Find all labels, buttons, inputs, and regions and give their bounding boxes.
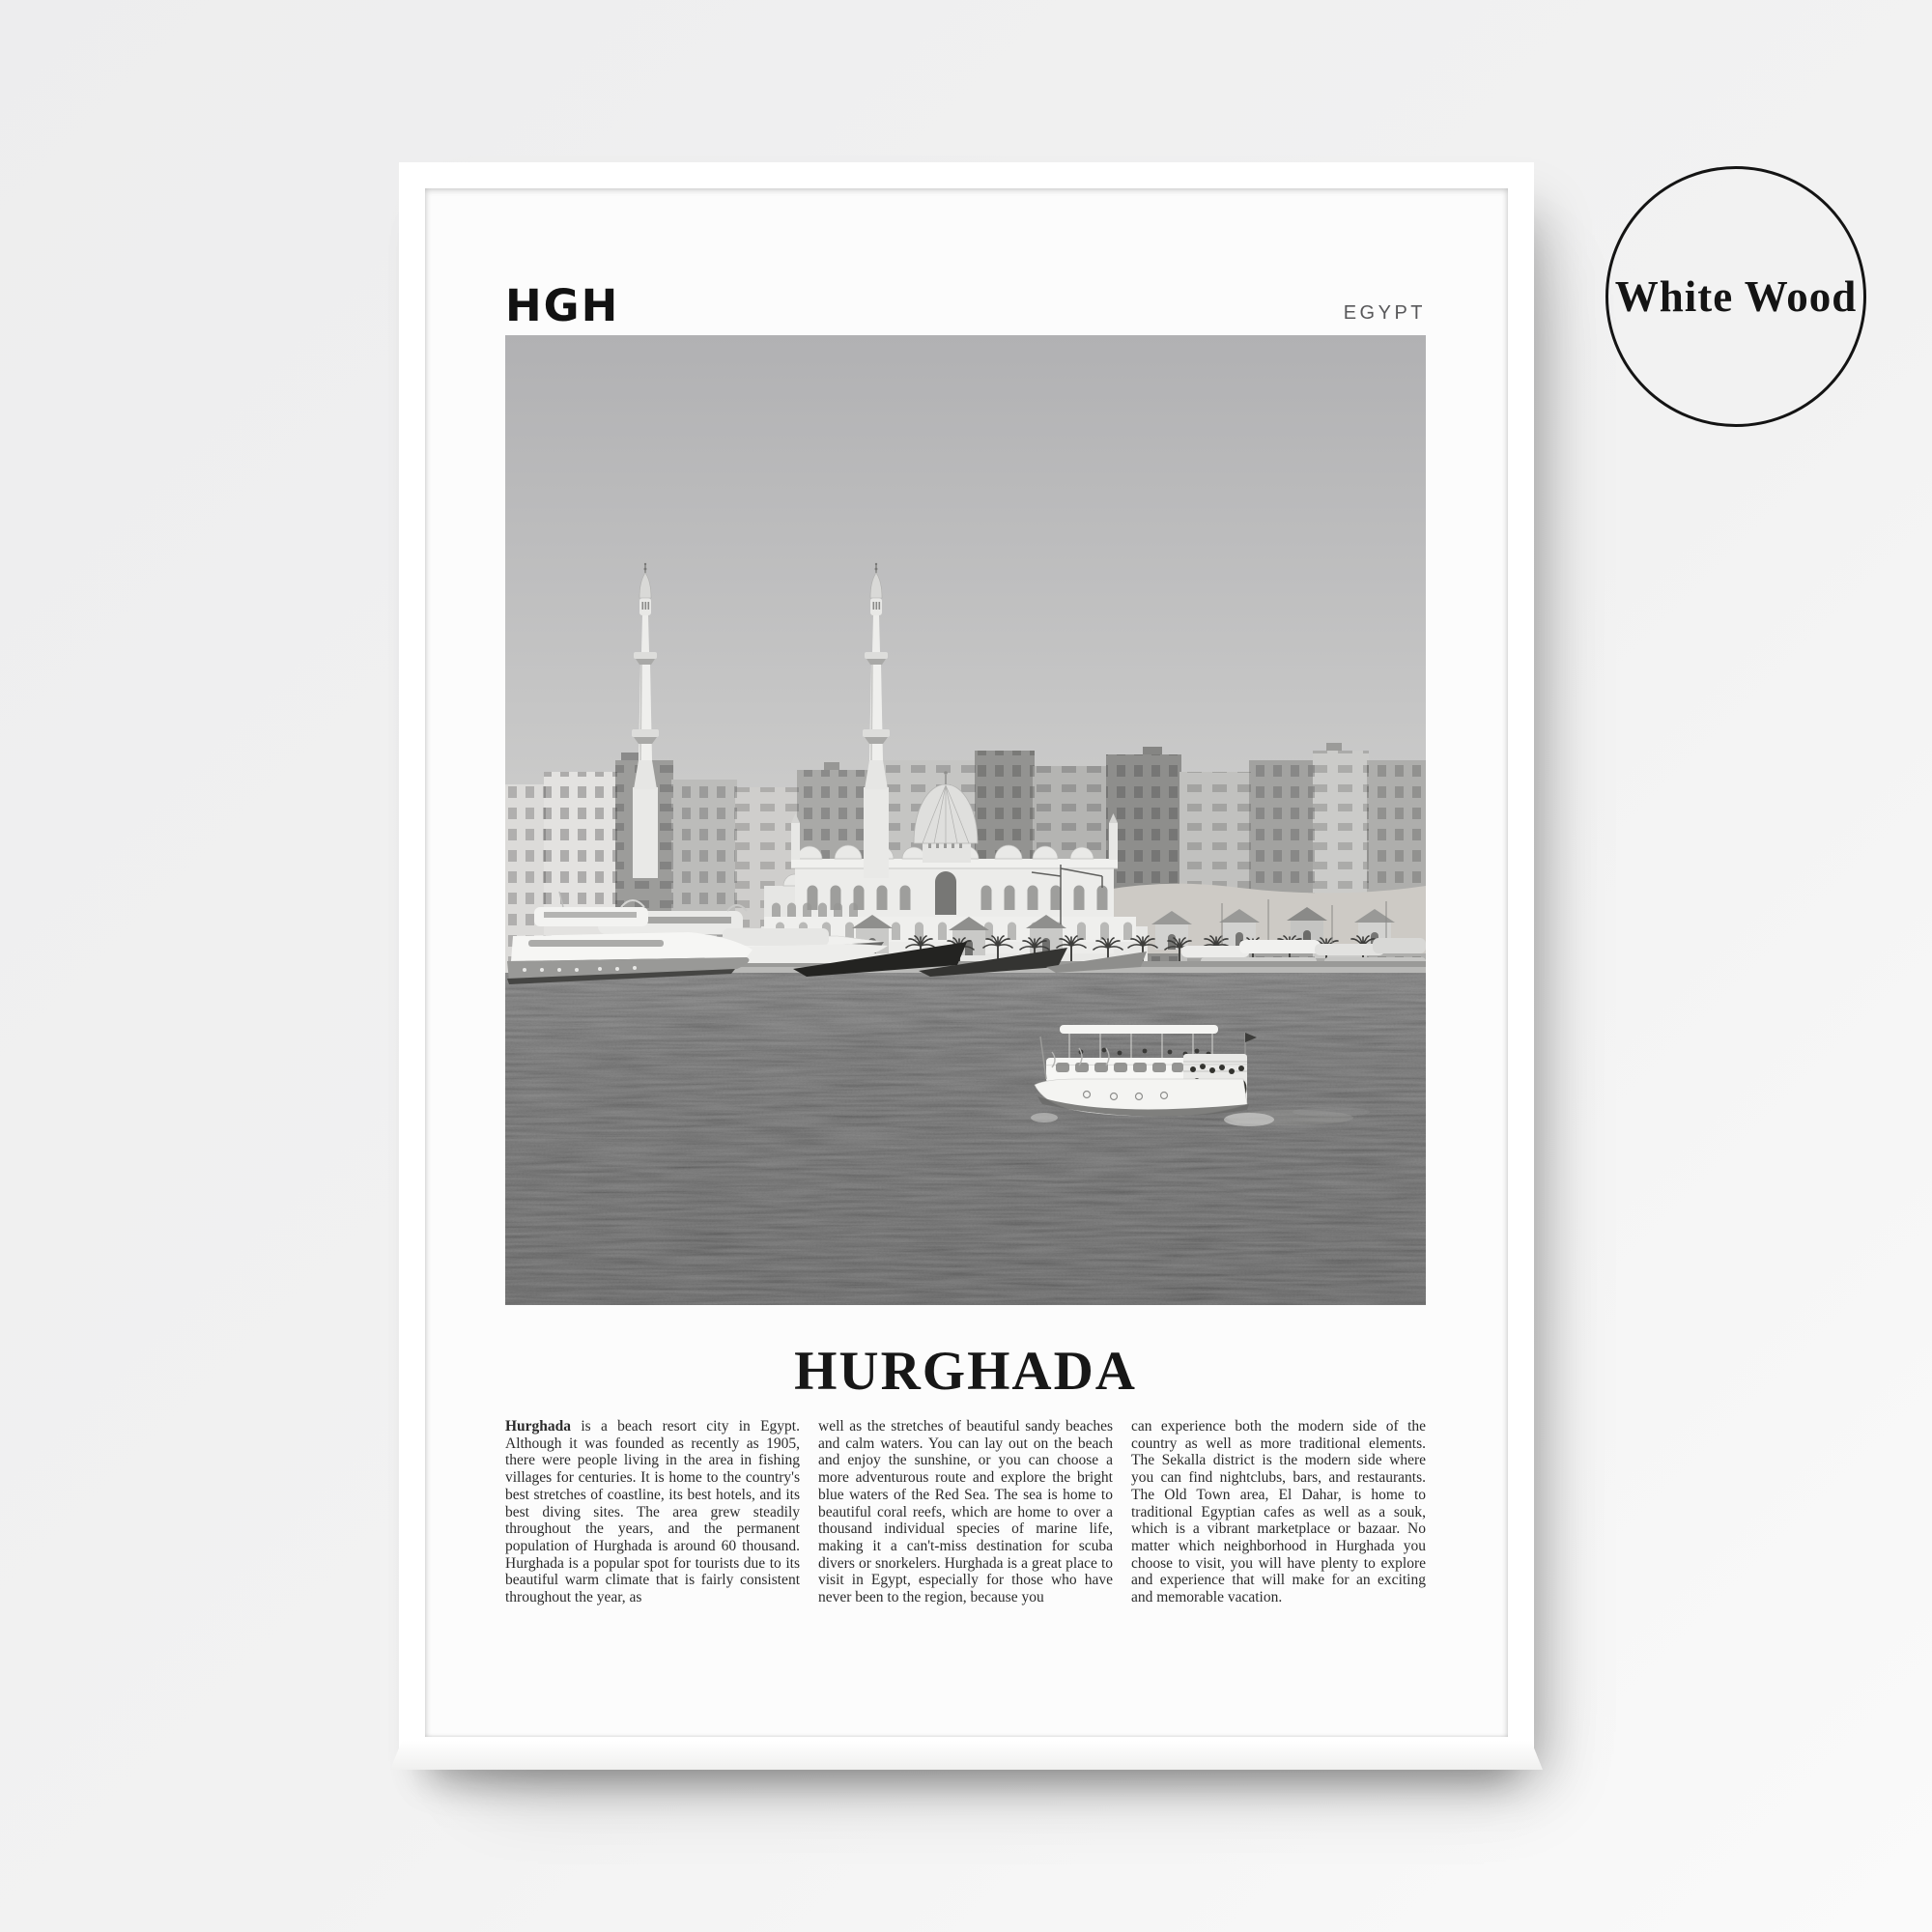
text-column-3: can experience both the modern side of the country as well as more traditional elements. The Sekalla district is the modern side where you can find nightclubs, bars, and restaurants. The Old Town area, El Dahar, is home to traditional Egyptian cafes as well as a souk, which is a vibrant marketplace or bazaar. No matter which neighborhood in Hurghada you choose to visit, you will have plenty to explore and experience that will make for an exciting and memorable vacation. — [1131, 1418, 1426, 1606]
body-text — [505, 1418, 1426, 1606]
poster-title: HURGHADA — [794, 1341, 1137, 1402]
text-column-1: Hurghada is a beach resort city in Egypt. Although it was founded as recently as 1905, there were people living in the area in fishing villages for centuries. It is home to the country's best stretches of coastline, its best hotels, and its best diving sites. The area grew steadily throughout the years, and the permanent population of Hurghada is around 60 thousand. Hurghada is a popular spot for tourists due to its beautiful warm climate that is fairly consistent throughout the year, as — [505, 1418, 800, 1606]
frame-style-badge — [1605, 166, 1866, 427]
lead-word: Hurghada — [505, 1418, 572, 1435]
airport-code-label: HGH — [505, 280, 620, 331]
text-column-2: well as the stretches of beautiful sandy beaches and calm waters. You can lay out on the beach and enjoy the sunshine, or you can choose a more adventurous route and explore the bright blue waters of the Red Sea. The sea is home to beautiful coral reefs, which are home to over a thousand individual species of marine life, making it a can't-miss destination for scuba divers or snorkelers. Hurghada is a great place to visit in Egypt, especially for those who have never been to the region, because you — [818, 1418, 1113, 1606]
photo-scene — [505, 335, 1426, 1305]
badge-label: White Wood — [1614, 272, 1858, 321]
hurghada-photo — [505, 335, 1426, 1305]
poster-frame — [399, 162, 1534, 1767]
poster — [425, 188, 1508, 1737]
country-label: EGYPT — [1343, 302, 1426, 324]
poster-header — [505, 280, 1426, 331]
